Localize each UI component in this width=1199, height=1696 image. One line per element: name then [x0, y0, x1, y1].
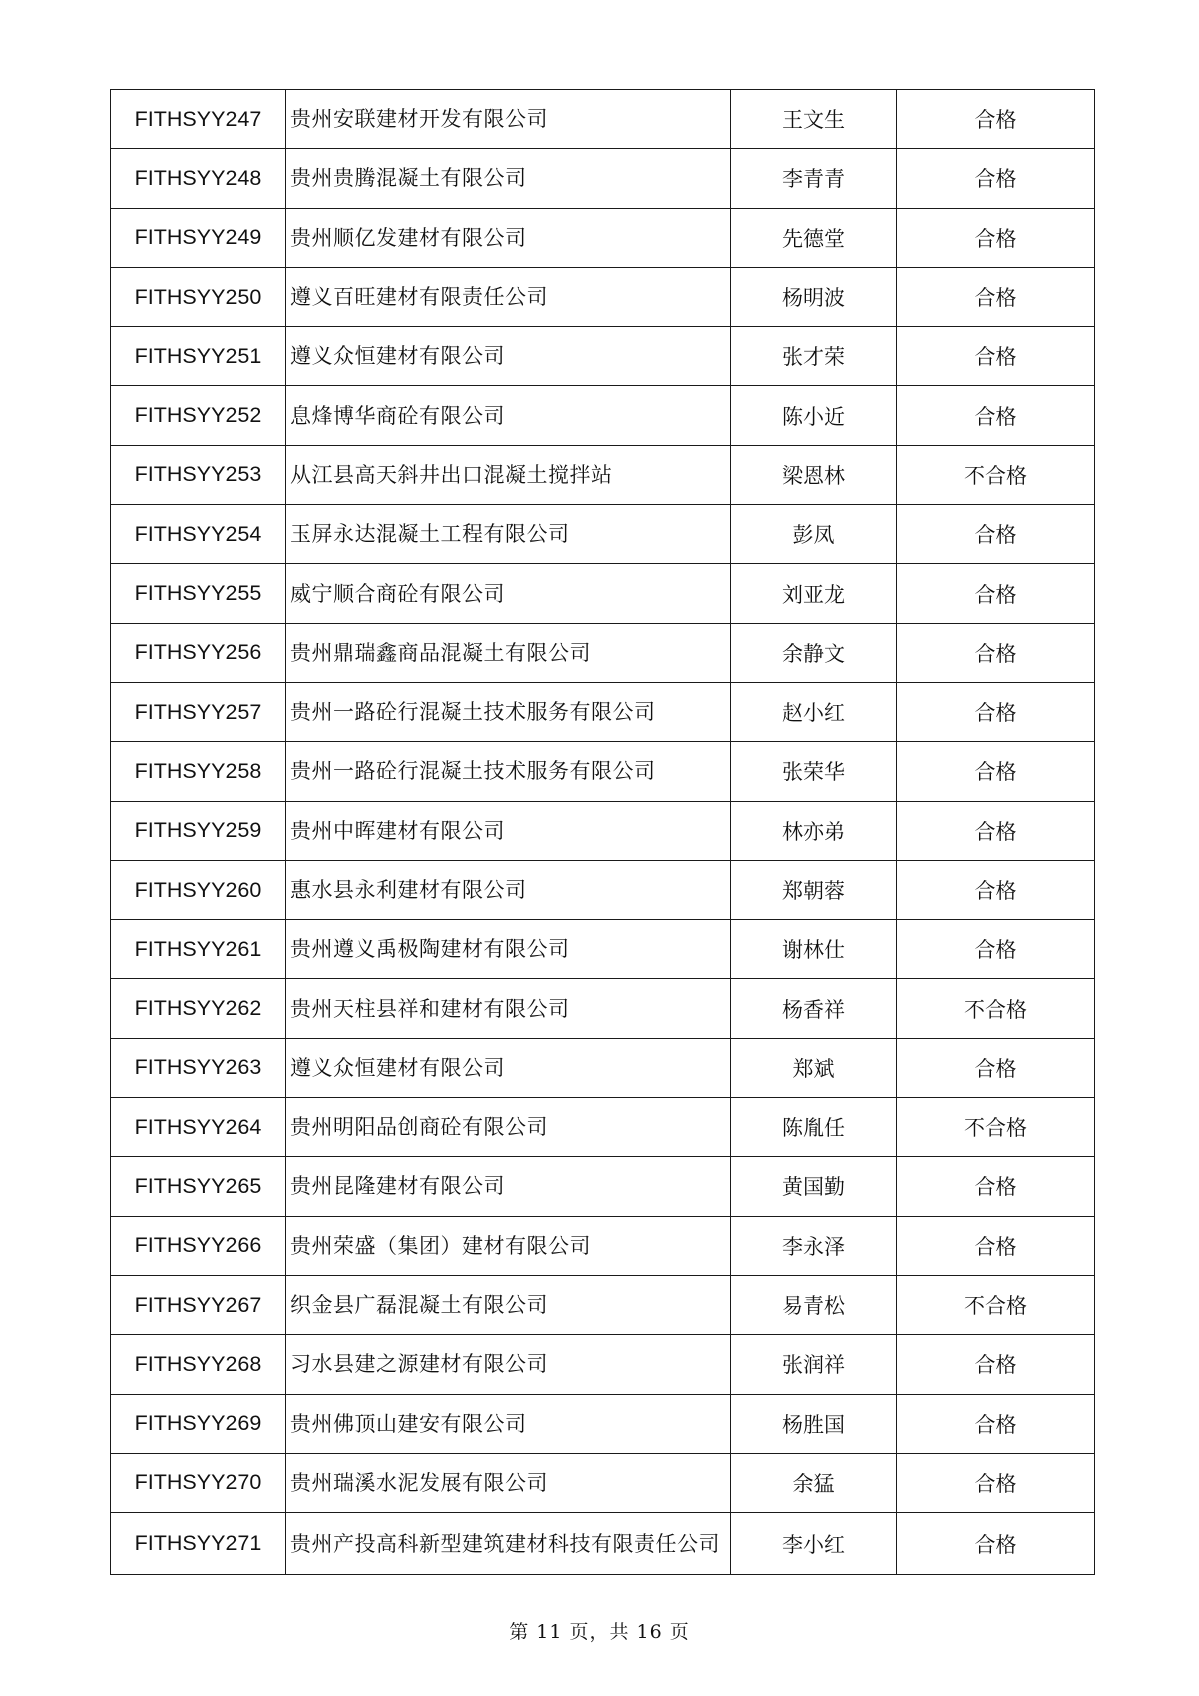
result-status-cell: 合格: [897, 1216, 1095, 1275]
company-name-cell: 贵州昆隆建材有限公司: [286, 1157, 731, 1216]
record-id-cell: FITHSYY260: [111, 860, 286, 919]
record-id-cell: FITHSYY263: [111, 1038, 286, 1097]
result-status-cell: 合格: [897, 386, 1095, 445]
result-status-cell: 合格: [897, 1335, 1095, 1394]
record-id-cell: FITHSYY266: [111, 1216, 286, 1275]
result-status-cell: 合格: [897, 90, 1095, 149]
record-id-cell: FITHSYY248: [111, 149, 286, 208]
person-name-cell: 谢林仕: [731, 920, 897, 979]
company-name-cell: 织金县广磊混凝土有限公司: [286, 1275, 731, 1334]
record-id-cell: FITHSYY247: [111, 90, 286, 149]
record-id-cell: FITHSYY254: [111, 505, 286, 564]
table-row: [111, 149, 1095, 208]
table-row: [111, 979, 1095, 1038]
record-id-cell: FITHSYY262: [111, 979, 286, 1038]
record-id-cell: FITHSYY256: [111, 623, 286, 682]
person-name-cell: 刘亚龙: [731, 564, 897, 623]
person-name-cell: 张才荣: [731, 327, 897, 386]
company-name-cell: 贵州天柱县祥和建材有限公司: [286, 979, 731, 1038]
person-name-cell: 张润祥: [731, 1335, 897, 1394]
table-row: [111, 564, 1095, 623]
company-name-cell: 遵义众恒建材有限公司: [286, 327, 731, 386]
company-name-cell: 威宁顺合商砼有限公司: [286, 564, 731, 623]
company-name-cell: 贵州顺亿发建材有限公司: [286, 208, 731, 267]
table-row: [111, 1098, 1095, 1157]
table-row: [111, 1275, 1095, 1334]
company-name-cell: 贵州瑞溪水泥发展有限公司: [286, 1453, 731, 1512]
result-status-cell: 不合格: [897, 979, 1095, 1038]
company-name-cell: 贵州明阳品创商砼有限公司: [286, 1098, 731, 1157]
person-name-cell: 李永泽: [731, 1216, 897, 1275]
person-name-cell: 彭凤: [731, 505, 897, 564]
record-id-cell: FITHSYY267: [111, 1275, 286, 1334]
result-status-cell: 合格: [897, 920, 1095, 979]
table-row: [111, 682, 1095, 741]
company-name-cell: 遵义众恒建材有限公司: [286, 1038, 731, 1097]
record-id-cell: FITHSYY261: [111, 920, 286, 979]
result-status-cell: 不合格: [897, 445, 1095, 504]
result-status-cell: 合格: [897, 267, 1095, 326]
result-status-cell: 合格: [897, 860, 1095, 919]
person-name-cell: 郑朝蓉: [731, 860, 897, 919]
table-row: [111, 623, 1095, 682]
result-status-cell: 合格: [897, 149, 1095, 208]
result-status-cell: 合格: [897, 505, 1095, 564]
person-name-cell: 陈胤任: [731, 1098, 897, 1157]
table-row: [111, 267, 1095, 326]
result-status-cell: 合格: [897, 1157, 1095, 1216]
record-id-cell: FITHSYY265: [111, 1157, 286, 1216]
record-id-cell: FITHSYY268: [111, 1335, 286, 1394]
company-name-cell: 习水县建之源建材有限公司: [286, 1335, 731, 1394]
record-id-cell: FITHSYY249: [111, 208, 286, 267]
table-row: [111, 1335, 1095, 1394]
table-row: [111, 1216, 1095, 1275]
record-id-cell: FITHSYY258: [111, 742, 286, 801]
company-name-cell: 惠水县永利建材有限公司: [286, 860, 731, 919]
person-name-cell: 李小红: [731, 1513, 897, 1575]
result-status-cell: 合格: [897, 1513, 1095, 1575]
person-name-cell: 黄国勤: [731, 1157, 897, 1216]
table-row: [111, 742, 1095, 801]
record-id-cell: FITHSYY255: [111, 564, 286, 623]
result-status-cell: 不合格: [897, 1098, 1095, 1157]
result-status-cell: 合格: [897, 801, 1095, 860]
page-number-text: 第 11 页，共 16 页: [509, 1621, 690, 1643]
company-name-cell: 贵州一路砼行混凝土技术服务有限公司: [286, 682, 731, 741]
person-name-cell: 余猛: [731, 1453, 897, 1512]
table-row: [111, 860, 1095, 919]
person-name-cell: 杨胜国: [731, 1394, 897, 1453]
table-row: [111, 90, 1095, 149]
table-row: [111, 1513, 1095, 1575]
person-name-cell: 林亦弟: [731, 801, 897, 860]
company-name-cell: 遵义百旺建材有限责任公司: [286, 267, 731, 326]
table-body: [111, 90, 1095, 1575]
result-status-cell: 合格: [897, 1453, 1095, 1512]
company-name-cell: 贵州荣盛（集团）建材有限公司: [286, 1216, 731, 1275]
company-name-cell: 贵州鼎瑞鑫商品混凝土有限公司: [286, 623, 731, 682]
results-table: [110, 89, 1095, 1575]
record-id-cell: FITHSYY264: [111, 1098, 286, 1157]
record-id-cell: FITHSYY250: [111, 267, 286, 326]
person-name-cell: 杨明波: [731, 267, 897, 326]
record-id-cell: FITHSYY252: [111, 386, 286, 445]
table-row: [111, 1157, 1095, 1216]
record-id-cell: FITHSYY253: [111, 445, 286, 504]
record-id-cell: FITHSYY269: [111, 1394, 286, 1453]
person-name-cell: 李青青: [731, 149, 897, 208]
table-row: [111, 920, 1095, 979]
record-id-cell: FITHSYY251: [111, 327, 286, 386]
person-name-cell: 赵小红: [731, 682, 897, 741]
company-name-cell: 贵州一路砼行混凝土技术服务有限公司: [286, 742, 731, 801]
person-name-cell: 张荣华: [731, 742, 897, 801]
company-name-cell: 贵州中晖建材有限公司: [286, 801, 731, 860]
company-name-cell: 玉屏永达混凝土工程有限公司: [286, 505, 731, 564]
person-name-cell: 王文生: [731, 90, 897, 149]
table-row: [111, 1394, 1095, 1453]
result-status-cell: 合格: [897, 742, 1095, 801]
company-name-cell: 贵州遵义禹极陶建材有限公司: [286, 920, 731, 979]
company-name-cell: 贵州佛顶山建安有限公司: [286, 1394, 731, 1453]
result-status-cell: 合格: [897, 327, 1095, 386]
table-row: [111, 801, 1095, 860]
person-name-cell: 杨香祥: [731, 979, 897, 1038]
person-name-cell: 余静文: [731, 623, 897, 682]
result-status-cell: 不合格: [897, 1275, 1095, 1334]
record-id-cell: FITHSYY270: [111, 1453, 286, 1512]
result-status-cell: 合格: [897, 208, 1095, 267]
person-name-cell: 陈小近: [731, 386, 897, 445]
result-status-cell: 合格: [897, 682, 1095, 741]
person-name-cell: 梁恩林: [731, 445, 897, 504]
result-status-cell: 合格: [897, 564, 1095, 623]
company-name-cell: 贵州贵腾混凝土有限公司: [286, 149, 731, 208]
record-id-cell: FITHSYY271: [111, 1513, 286, 1575]
company-name-cell: 贵州产投高科新型建筑建材科技有限责任公司: [286, 1513, 731, 1575]
table-row: [111, 505, 1095, 564]
person-name-cell: 易青松: [731, 1275, 897, 1334]
table-row: [111, 327, 1095, 386]
company-name-cell: 从江县高天斜井出口混凝土搅拌站: [286, 445, 731, 504]
table-row: [111, 208, 1095, 267]
record-id-cell: FITHSYY259: [111, 801, 286, 860]
result-status-cell: 合格: [897, 1038, 1095, 1097]
table-row: [111, 1453, 1095, 1512]
table-row: [111, 386, 1095, 445]
person-name-cell: 先德堂: [731, 208, 897, 267]
page-footer: [0, 1617, 1199, 1644]
company-name-cell: 贵州安联建材开发有限公司: [286, 90, 731, 149]
company-name-cell: 息烽博华商砼有限公司: [286, 386, 731, 445]
result-status-cell: 合格: [897, 623, 1095, 682]
table-row: [111, 445, 1095, 504]
result-status-cell: 合格: [897, 1394, 1095, 1453]
record-id-cell: FITHSYY257: [111, 682, 286, 741]
person-name-cell: 郑斌: [731, 1038, 897, 1097]
table-row: [111, 1038, 1095, 1097]
